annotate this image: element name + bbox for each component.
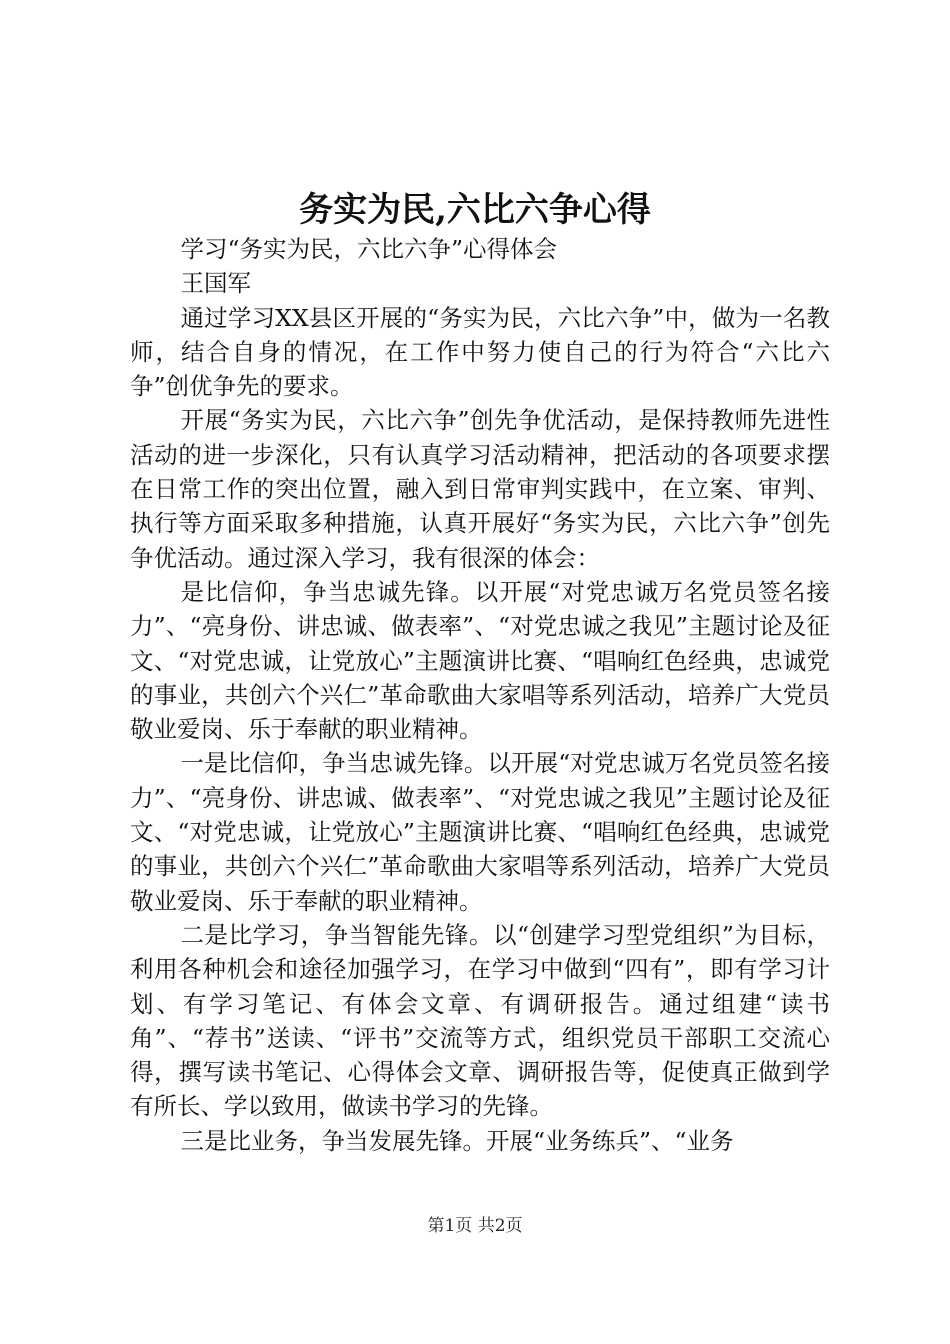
paragraph: 二是比学习，争当智能先锋。以“创建学习型党组织”为目标，利用各种机会和途径加强学习，在学习中做到“四有”，即有学习计划、有学习笔记、有体会文章、有调研报告。通过组建“读书角”、“荐书”送读、“评书”交流等方式，组织党员干部职工交流心得，撰写读书笔记、心得体会文章、调研报告等，促使真正做到学有所长、学以致用，做读书学习的先锋。 [130, 920, 830, 1121]
page-number-footer: 第1页 共2页 [427, 1216, 523, 1236]
paragraph: 是比信仰，争当忠诚先锋。以开展“对党忠诚万名党员签名接力”、“亮身份、讲忠诚、做表率”、“对党忠诚之我见”主题讨论及征文、“对党忠诚，让党放心”主题演讲比赛、“唱响红色经典，忠诚党的事业，共创六个兴仁”革命歌曲大家唱等系列活动，培养广大党员敬业爱岗、乐于奉献的职业精神。 [130, 577, 830, 744]
paragraph: 开展“务实为民，六比六争”创先争优活动，是保持教师先进性活动的进一步深化，只有认真学习活动精神，把活动的各项要求摆在日常工作的突出位置，融入到日常审判实践中，在立案、审判、执行等方面采取多种措施，认真开展好“务实为民，六比六争”创先争优活动。通过深入学习，我有很深的体会： [130, 406, 830, 572]
paragraph-author: 王国军 [180, 269, 252, 298]
paragraph: 通过学习XX县区开展的“务实为民，六比六争”中，做为一名教师，结合自身的情况，在工作中努力使自己的行为符合“六比六争”创优争先的要求。 [130, 303, 830, 401]
paragraph: 一是比信仰，争当忠诚先锋。以开展“对党忠诚万名党员签名接力”、“亮身份、讲忠诚、做表率”、“对党忠诚之我见”主题讨论及征文、“对党忠诚，让党放心”主题演讲比赛、“唱响红色经典，忠诚党的事业，共创六个兴仁”革命歌曲大家唱等系列活动，培养广大党员敬业爱岗、乐于奉献的职业精神。 [130, 749, 830, 915]
document-title: 务实为民,六比六争心得 [299, 190, 651, 230]
paragraph: 三是比业务，争当发展先锋。开展“业务练兵”、“业务 [180, 1126, 734, 1155]
document-body [130, 232, 830, 1158]
paragraph-subtitle: 学习“务实为民，六比六争”心得体会 [180, 235, 558, 263]
